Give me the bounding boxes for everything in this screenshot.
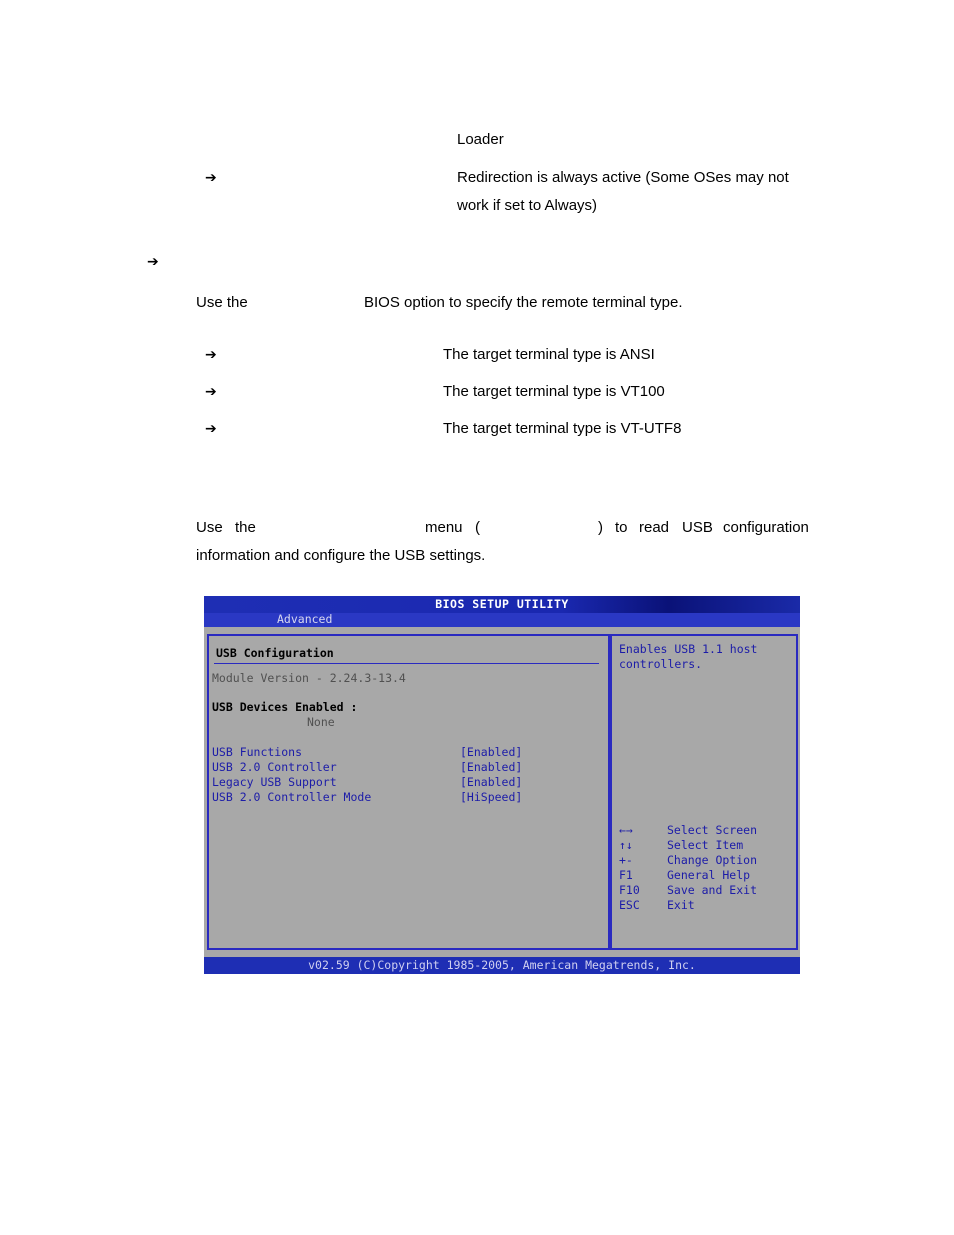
option-desc-loader: Loader (457, 131, 504, 148)
arrow-icon: ➔ (205, 384, 217, 400)
section-arrow-icon: ➔ (147, 254, 159, 270)
help-text: Enables USB 1.1 host (619, 642, 758, 656)
tab-advanced[interactable]: Advanced (277, 612, 333, 626)
usb-intro-line2: information and configure the USB settings. (196, 547, 486, 564)
option-desc-always-cont: work if set to Always) (457, 197, 598, 214)
usb-intro-word: ) (598, 519, 603, 536)
devices-label: USB Devices Enabled : (212, 700, 358, 714)
key-arrows-lr: ←→ (619, 823, 633, 837)
usb-intro-word: menu (425, 519, 463, 536)
devices-value: None (307, 715, 335, 729)
key-action: Save and Exit (667, 883, 758, 897)
key-action: Change Option (667, 853, 758, 867)
usb-intro-word: USB (682, 519, 713, 536)
terminal-intro-suffix: BIOS option to specify the remote terminal type. (364, 294, 683, 311)
setting-usb-functions[interactable]: USB Functions (212, 745, 303, 759)
option-desc-always: Redirection is always active (Some OSes may not (457, 169, 789, 186)
terminal-intro-prefix: Use the (196, 294, 248, 311)
key-arrows-ud: ↑↓ (619, 838, 633, 852)
usb-intro-word: configuration (723, 519, 809, 536)
arrow-icon: ➔ (205, 170, 217, 186)
setting-usb-functions-value[interactable]: [Enabled] (460, 745, 523, 759)
key-action: Select Screen (667, 823, 758, 837)
bios-title: BIOS SETUP UTILITY (435, 597, 569, 611)
key-esc: ESC (619, 898, 640, 912)
usb-intro-word: Use (196, 519, 223, 536)
section-divider (214, 663, 599, 664)
usb-intro-word: to (615, 519, 628, 536)
setting-legacy-usb-value[interactable]: [Enabled] (460, 775, 523, 789)
key-f10: F10 (619, 883, 640, 897)
setting-legacy-usb[interactable]: Legacy USB Support (212, 775, 337, 789)
arrow-icon: ➔ (205, 421, 217, 437)
key-f1: F1 (619, 868, 633, 882)
section-title: USB Configuration (216, 646, 334, 660)
key-action: General Help (667, 868, 751, 882)
key-action: Select Item (667, 838, 744, 852)
usb-intro-word: read (639, 519, 670, 536)
terminal-option-vt100: The target terminal type is VT100 (443, 383, 665, 400)
terminal-option-ansi: The target terminal type is ANSI (443, 346, 655, 363)
setting-usb2-mode[interactable]: USB 2.0 Controller Mode (212, 790, 372, 804)
help-text: controllers. (619, 657, 703, 671)
bios-screenshot (204, 596, 800, 974)
usb-intro-word: ( (475, 519, 480, 536)
key-action: Exit (667, 898, 695, 912)
arrow-icon: ➔ (205, 347, 217, 363)
terminal-option-vtutf8: The target terminal type is VT-UTF8 (443, 420, 682, 437)
module-version: Module Version - 2.24.3-13.4 (212, 671, 406, 685)
setting-usb2-controller-value[interactable]: [Enabled] (460, 760, 523, 774)
key-plus-minus: +- (619, 853, 633, 867)
setting-usb2-controller[interactable]: USB 2.0 Controller (212, 760, 337, 774)
usb-intro-word: the (235, 519, 256, 536)
setting-usb2-mode-value[interactable]: [HiSpeed] (460, 790, 523, 804)
bios-copyright: v02.59 (C)Copyright 1985-2005, American Megatrends, Inc. (308, 958, 696, 972)
